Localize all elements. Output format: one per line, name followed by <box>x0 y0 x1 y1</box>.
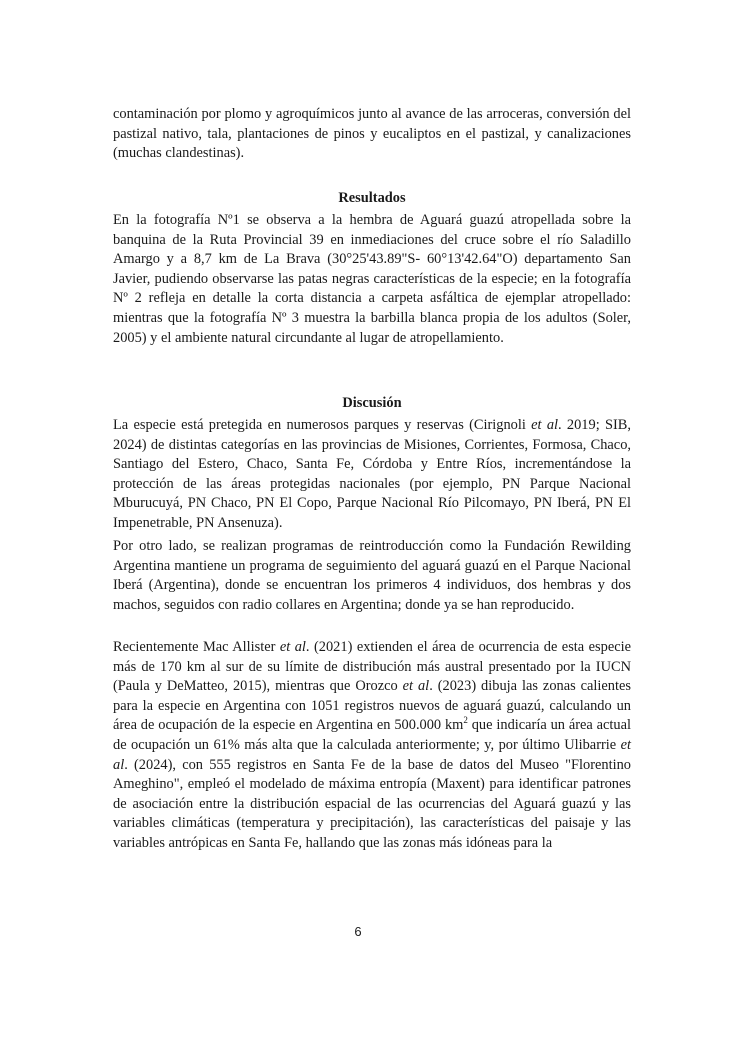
discussion-p1-text-a: La especie está pretegida en numerosos parques y reservas (Cirignoli <box>113 417 532 433</box>
discussion-p3-text-b: . (2021) extienden el área de ocurrencia de esta especie más de 170 km al sur de su límite de distribución más austral presentado por la IUCN (Paula y DeMatteo, 2015), mientras que Orozco <box>113 639 631 695</box>
discussion-p3-text-c: . (2023) dibuja las zonas calientes para la especie en Argentina con 1051 registros nuevos de aguará guazú, calculando un área de ocupación de la especie en Argentina en 500.000 km <box>113 678 631 734</box>
discussion-p1-text-b: . 2019; SIB, 2024) de distintas categorías en las provincias de Misiones, Corrientes, Formosa, Chaco, Santiago del Estero, Chaco, Santa Fe, Córdoba y Entre Ríos, incrementándose la protección de las áreas protegidas nacionales (por ejemplo, PN Parque Nacional Mburucuyá, PN Chaco, PN El Copo, Parque Nacional Río Pilcomayo, PN Iberá, PN El Impenetrable, PN Ansenuza). <box>113 417 631 531</box>
discussion-p3-et-al-1: et al <box>279 639 306 655</box>
results-heading: Resultados <box>338 190 406 206</box>
discussion-p3-et-al-3: et al <box>113 736 631 773</box>
discussion-p3-text-a: Recientemente Mac Allister <box>113 639 280 655</box>
superscript-2: 2 <box>463 715 468 726</box>
discussion-p3-text-d: que indicaría un área actual de ocupación un 61% más alta que la calculada anteriormente; y, por último Ulibarrie <box>113 717 631 753</box>
discussion-heading: Discusión <box>342 395 402 411</box>
discussion-paragraph-3 <box>113 638 631 854</box>
discussion-paragraph-1 <box>113 416 631 534</box>
intro-paragraph: contaminación por plomo y agroquímicos junto al avance de las arroceras, conversión del pastizal nativo, tala, plantaciones de pinos y eucaliptos en el pastizal, y canalizaciones (muchas clandestinas). <box>113 106 631 162</box>
page-number: 6 <box>354 924 362 939</box>
results-paragraph: En la fotografía Nº1 se observa a la hembra de Aguará guazú atropellada sobre la banquina de la Ruta Provincial 39 en inmediaciones del cruce sobre el río Saladillo Amargo y a 8,7 km de La Brava (30°25'43.89"S- 60°13'42.64"O) departamento San Javier, pudiendo observarse las patas negras características de la especie; en la fotografía Nº 2 refleja en detalle la corta distancia a carpeta asfáltica de ejemplar atropellado: mientras que la fotografía Nº 3 muestra la barbilla blanca propia de los adultos (Soler, 2005) y el ambiente natural circundante al lugar de atropellamiento. <box>113 212 631 346</box>
discussion-p3-et-al-2: et al <box>402 678 430 695</box>
discussion-p3-text-e: . (2024), con 555 registros en Santa Fe de la base de datos del Museo "Florentino Ameghino", empleó el modelado de máxima entropía (Maxent) para identificar patrones de asociación entre la distribución espacial de las ocurrencias del Aguará guazú y las variables climáticas (temperatura y precipitación), las características del paisaje y las variables antrópicas en Santa Fe, hallando que las zonas más idóneas para la <box>113 756 631 851</box>
discussion-paragraph-2: Por otro lado, se realizan programas de reintroducción como la Fundación Rewilding Argentina mantiene un programa de seguimiento del aguará guazú en el Parque Nacional Iberá (Argentina), donde se encuentran los primeros 4 individuos, dos hembras y dos machos, seguidos con radio collares en Argentina; donde ya se han reproducido. <box>113 538 631 613</box>
discussion-p1-et-al: et al <box>531 417 559 433</box>
